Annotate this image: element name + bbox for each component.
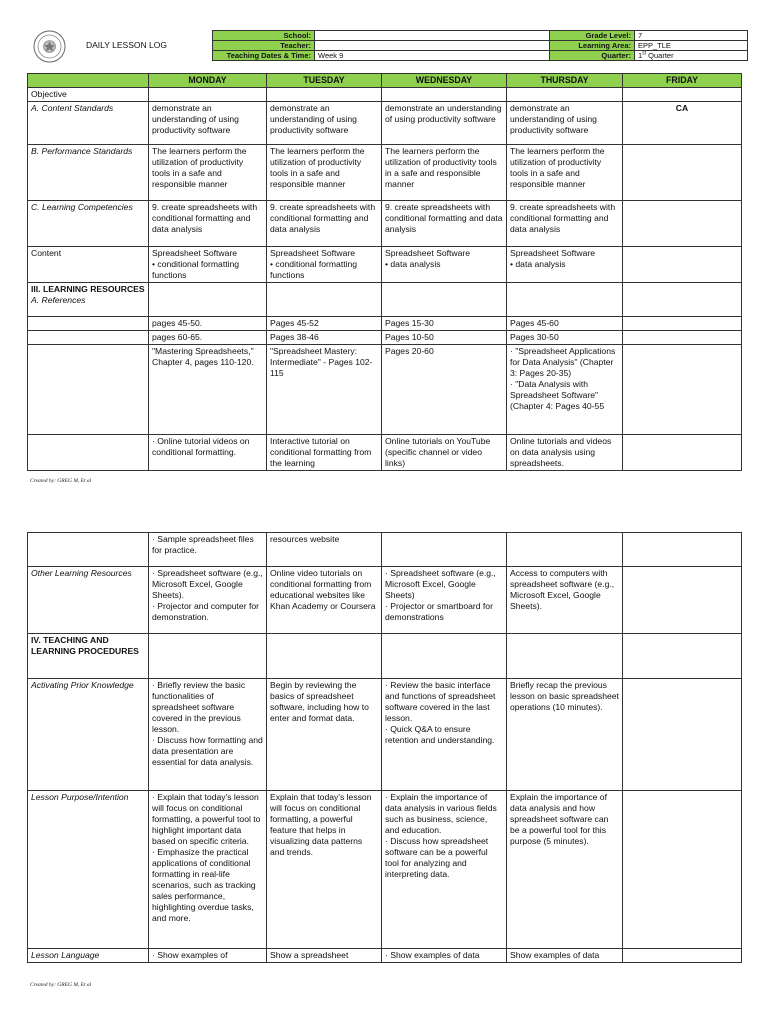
content-row: [28, 247, 742, 283]
reference-row-4: [28, 435, 742, 471]
cell: Pages 45-60: [507, 317, 623, 331]
objective-row: [28, 88, 742, 102]
learning-resources-row: [28, 283, 742, 317]
cell: pages 45-50.: [149, 317, 267, 331]
row-label: Other Learning Resources: [28, 567, 149, 634]
cell: Spreadsheet Software • data analysis: [382, 247, 507, 283]
header-row-school: [213, 31, 748, 41]
header-row-teacher: [213, 41, 748, 51]
cell: 9. create spreadsheets with conditional formatting and data analysis: [267, 201, 382, 247]
deped-seal-logo: [33, 30, 66, 63]
cell: Pages 15-30: [382, 317, 507, 331]
content-standards-row: [28, 102, 742, 145]
cell: "Spreadsheet Mastery: Intermediate" - Pages 102-115: [267, 345, 382, 435]
activating-prior-knowledge-row: [28, 679, 742, 791]
cell: Explain that today's lesson will focus on conditional formatting, a powerful feature that helps in visualizing data patterns and trends.: [267, 791, 382, 949]
other-resources-row: [28, 567, 742, 634]
day-wednesday: WEDNESDAY: [382, 74, 507, 88]
cell: "Mastering Spreadsheets," Chapter 4, pages 110-120.: [149, 345, 267, 435]
procedures-heading: IV. TEACHING AND LEARNING PROCEDURES: [28, 634, 149, 679]
cell: [623, 247, 742, 283]
day-header-row: [28, 74, 742, 88]
objective-label: Objective: [28, 88, 149, 102]
cell: pages 60-65.: [149, 331, 267, 345]
cell: [623, 679, 742, 791]
cell: Pages 20-60: [382, 345, 507, 435]
row-label: C. Learning Competencies: [28, 201, 149, 247]
cell: The learners perform the utilization of productivity tools in a safe and responsible manner: [267, 145, 382, 201]
day-tuesday: TUESDAY: [267, 74, 382, 88]
cell: · Sample spreadsheet files for practice.: [149, 533, 267, 567]
cell: [623, 317, 742, 331]
day-thursday: THURSDAY: [507, 74, 623, 88]
cell: [623, 331, 742, 345]
lesson-log-table-page1: [27, 73, 742, 471]
friday-ca-cell: CA: [623, 102, 742, 145]
cell: Pages 38-46: [267, 331, 382, 345]
lesson-purpose-row: [28, 791, 742, 949]
cell: Pages 30-50: [507, 331, 623, 345]
cell: [623, 201, 742, 247]
cell: Spreadsheet Software • conditional formatting functions: [267, 247, 382, 283]
cell: · "Spreadsheet Applications for Data Analysis" (Chapter 3: Pages 20-35) · "Data Analysis with Spreadsheet Software" (Chapter 4: Pages 40-55: [507, 345, 623, 435]
cell: 9. create spreadsheets with conditional formatting and data analysis: [382, 201, 507, 247]
footer-credit-page2: Created by: GREG M, Et al: [30, 982, 92, 988]
cell: The learners perform the utilization of productivity tools in a safe and responsible manner: [149, 145, 267, 201]
cell: [623, 567, 742, 634]
cell: Access to computers with spreadsheet software (e.g., Microsoft Excel, Google Sheets).: [507, 567, 623, 634]
cell: resources website: [267, 533, 382, 567]
cell: [623, 345, 742, 435]
cell: demonstrate an understanding of using productivity software: [149, 102, 267, 145]
learning-resources-label: III. LEARNING RESOURCES A. References: [28, 283, 149, 317]
grade-level-value: 7: [635, 31, 748, 41]
cell: Interactive tutorial on conditional formatting from the learning: [267, 435, 382, 471]
cell: demonstrate an understanding of using productivity software: [507, 102, 623, 145]
cell: · Spreadsheet software (e.g., Microsoft Excel, Google Sheets). · Projector and computer for demonstration.: [149, 567, 267, 634]
cell: Show examples of data: [507, 949, 623, 963]
day-header-blank: [28, 74, 149, 88]
learning-area-value: EPP_TLE: [635, 41, 748, 51]
daily-lesson-log-title: DAILY LESSON LOG: [86, 40, 167, 50]
cell: The learners perform the utilization of productivity tools in a safe and responsible manner: [507, 145, 623, 201]
school-label: School:: [213, 31, 315, 41]
cell: The learners perform the utilization of productivity tools in a safe and responsible manner: [382, 145, 507, 201]
row-label: A. Content Standards: [28, 102, 149, 145]
row-label: B. Performance Standards: [28, 145, 149, 201]
cell: [623, 533, 742, 567]
cell: [623, 145, 742, 201]
cell: 9. create spreadsheets with conditional formatting and data analysis: [507, 201, 623, 247]
cell: · Show examples of data: [382, 949, 507, 963]
continuation-row: [28, 533, 742, 567]
cell: [507, 533, 623, 567]
row-label: Lesson Purpose/Intention: [28, 791, 149, 949]
cell: · Online tutorial videos on conditional formatting.: [149, 435, 267, 471]
cell: Explain the importance of data analysis and how spreadsheet software can be a powerful tool for this purpose (5 minutes).: [507, 791, 623, 949]
school-value: [315, 31, 550, 41]
cell: Show a spreadsheet: [267, 949, 382, 963]
header-row-dates: [213, 51, 748, 61]
row-label: Content: [28, 247, 149, 283]
cell: 9. create spreadsheets with conditional formatting and data analysis: [149, 201, 267, 247]
procedures-row: [28, 634, 742, 679]
quarter-value: 1st Quarter: [635, 51, 748, 61]
reference-row-2: [28, 331, 742, 345]
cell: [623, 435, 742, 471]
day-friday: FRIDAY: [623, 74, 742, 88]
cell: · Spreadsheet software (e.g., Microsoft Excel, Google Sheets) · Projector or smartboard for demonstrations: [382, 567, 507, 634]
cell: · Explain the importance of data analysis in various fields such as business, science, and education. · Discuss how spreadsheet software can be a powerful tool for analyzing and interpreting data.: [382, 791, 507, 949]
cell: Spreadsheet Software • conditional formatting functions: [149, 247, 267, 283]
cell: [623, 791, 742, 949]
learning-competencies-row: [28, 201, 742, 247]
row-label: Lesson Language: [28, 949, 149, 963]
cell: Begin by reviewing the basics of spreadsheet software, including how to enter and format data.: [267, 679, 382, 791]
cell: · Review the basic interface and functions of spreadsheet software covered in the last lesson. · Quick Q&A to ensure retention and understanding.: [382, 679, 507, 791]
learning-area-label: Learning Area:: [550, 41, 635, 51]
cell: demonstrate an understanding of using productivity software: [382, 102, 507, 145]
cell: · Explain that today's lesson will focus on conditional formatting, a powerful tool to highlight important data based on specific criteria. · Emphasize the practical applications of conditional formatting in real-life scenarios, such as tracking sales performance, highlighting overdue tasks, and more.: [149, 791, 267, 949]
cell: [382, 533, 507, 567]
teacher-value: [315, 41, 550, 51]
performance-standards-row: [28, 145, 742, 201]
day-monday: MONDAY: [149, 74, 267, 88]
cell: Pages 10-50: [382, 331, 507, 345]
cell: Spreadsheet Software • data analysis: [507, 247, 623, 283]
lesson-language-row: [28, 949, 742, 963]
cell: Online tutorials on YouTube (specific channel or video links): [382, 435, 507, 471]
teacher-label: Teacher:: [213, 41, 315, 51]
reference-row-3: [28, 345, 742, 435]
cell: Online video tutorials on conditional formatting from educational websites like Khan Academy or Coursera: [267, 567, 382, 634]
cell: Briefly recap the previous lesson on basic spreadsheet operations (10 minutes).: [507, 679, 623, 791]
reference-row-1: [28, 317, 742, 331]
cell: demonstrate an understanding of using productivity software: [267, 102, 382, 145]
cell: Pages 45-52: [267, 317, 382, 331]
cell: Online tutorials and videos on data analysis using spreadsheets.: [507, 435, 623, 471]
teaching-dates-label: Teaching Dates & Time:: [213, 51, 315, 61]
header-info-table: [212, 30, 748, 61]
grade-level-label: Grade Level:: [550, 31, 635, 41]
cell: [623, 949, 742, 963]
cell: · Briefly review the basic functionalities of spreadsheet software covered in the previous lesson. · Discuss how formatting and data presentation are essential for data analysis.: [149, 679, 267, 791]
teaching-dates-value: Week 9: [315, 51, 550, 61]
lesson-log-table-page2: [27, 532, 742, 963]
footer-credit-page1: Created by: GREG M, Et al: [30, 478, 92, 484]
quarter-label: Quarter:: [550, 51, 635, 61]
row-label: Activating Prior Knowledge: [28, 679, 149, 791]
cell: · Show examples of: [149, 949, 267, 963]
